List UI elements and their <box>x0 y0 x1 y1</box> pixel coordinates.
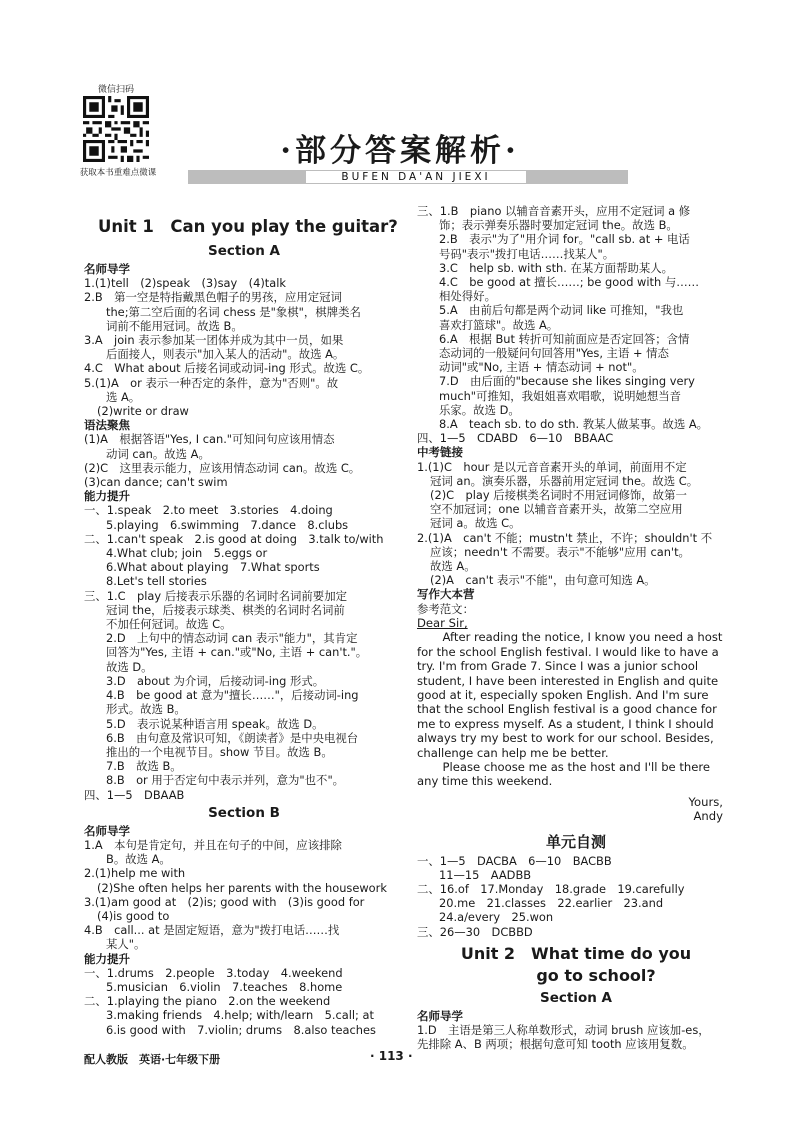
answer-line: much"可推知，我姐姐喜欢唱歌，说明她想当音 <box>439 388 682 403</box>
answer-line: 相处得好。 <box>439 289 496 304</box>
answer-line: 空不加冠词；one 以辅音音素开头，故第二空应用 <box>430 502 683 517</box>
answer-line: 4.C be good at 擅长……; be good with 与…… <box>439 275 700 290</box>
answer-line: 四、1—5 DBAAB <box>84 787 185 802</box>
left-column <box>84 214 404 1037</box>
answer-line: 3.D about 为介词，后接动词-ing 形式。 <box>106 673 325 688</box>
answer-line: 7.D 由后面的"because she likes singing very <box>439 374 695 389</box>
essay-signature: Andy <box>693 809 723 824</box>
answer-line: (2)C play 后接棋类名词时不用冠词修饰，故第一 <box>430 488 687 503</box>
answer-line: 4.C What about 后接名词或动词-ing 形式。故选 C。 <box>84 361 370 376</box>
answer-line: 5.musician 6.violin 7.teaches 8.home <box>106 979 343 994</box>
answer-line: 3.C help sb. with sth. 在某方面帮助某人。 <box>439 260 674 275</box>
answer-line: 2.(1)help me with <box>84 866 186 881</box>
answer-group-danyuan <box>417 854 735 939</box>
answer-line: the;第二空后面的名词 chess 是"象棋"，棋牌类名 <box>106 304 361 319</box>
nengli-heading: 能力提升 <box>84 489 130 504</box>
answer-line: 不加任何冠词。故选 C。 <box>106 617 232 632</box>
answer-line: 三、1.B piano 以辅音音素开头，应用不定冠词 a 修 <box>417 204 691 218</box>
danyuan-heading: 单元自测 <box>545 832 606 851</box>
answer-line: 3.making friends 4.help; with/learn 5.call; at <box>106 1008 374 1023</box>
answer-line: 一、1—5 DACBA 6—10 BACBB <box>417 853 612 868</box>
answer-line: 2.B 第一空是特指戴黑色帽子的男孩，应用定冠词 <box>84 290 342 305</box>
answer-line: 2.D 上句中的情态动词 can 表示"能力"，其肯定 <box>106 631 358 646</box>
answer-line: 二、1.playing the piano 2.on the weekend <box>84 994 331 1009</box>
answer-line: 8.B or 用于否定句中表示并列，意为"也不"。 <box>106 773 345 788</box>
answer-line: 三、26—30 DCBBD <box>417 924 533 939</box>
answer-line: (2)write or draw <box>97 404 189 419</box>
answer-group-zhongkao <box>417 460 735 588</box>
unit1-title: Unit 1 Can you play the guitar? <box>98 217 398 236</box>
answer-line: 1.D 主语是第三人称单数形式，动词 brush 应该加-es， <box>417 1023 710 1037</box>
answer-line: 某人"。 <box>106 937 146 952</box>
answer-line: 后面接人，则表示"加入某人的活动"。故选 A。 <box>106 347 345 362</box>
answer-line: 冠词 an。演奏乐器，乐器前用定冠词 the。故选 C。 <box>430 473 699 488</box>
unit2-title-line2: go to school? <box>536 965 656 985</box>
answer-line: 5.playing 6.swimming 7.dance 8.clubs <box>106 517 349 532</box>
sample-essay <box>417 616 729 824</box>
answer-line: 3.(1)am good at (2)is; good with (3)is good for <box>84 894 365 909</box>
answer-line: 形式。故选 B。 <box>106 702 186 717</box>
answer-line: B。故选 A。 <box>106 852 171 867</box>
answer-line: 5.(1)A or 表示一种否定的条件，意为"否则"。故 <box>84 375 339 390</box>
answer-line: 一、1.drums 2.people 3.today 4.weekend <box>84 965 343 980</box>
answer-group-m2 <box>417 1023 735 1051</box>
answer-line: 5.A 由前后句都是两个动词 like 可推知，"我也 <box>439 303 684 318</box>
answer-line: 二、16.of 17.Monday 18.grade 19.carefully <box>417 881 685 896</box>
answer-line: 推出的一个电视节目。show 节目。故选 B。 <box>106 744 333 759</box>
answer-line: 动词"或"No, 主语 + 情态动词 + not"。 <box>439 360 644 375</box>
answer-group-b <box>84 838 404 952</box>
essay-salutation: Dear Sir, <box>417 615 468 630</box>
title-pinyin: BUFEN DA'AN JIEXI <box>306 171 526 183</box>
answer-group-yufa <box>84 432 404 489</box>
answer-line: 一、1.speak 2.to meet 3.stories 4.doing <box>84 503 333 518</box>
answer-line: 1.(1)tell (2)speak (3)say (4)talk <box>84 276 286 291</box>
answer-group-nengli-b <box>84 966 404 1037</box>
footer-book: 配人教版 英语·七年级下册 <box>84 1053 221 1066</box>
answer-line: 回答为"Yes, 主语 + can."或"No, 主语 + can't."。 <box>106 645 368 660</box>
xiezuo-heading: 写作大本营 <box>417 587 475 602</box>
mingshi-b-heading: 名师导学 <box>84 823 130 838</box>
answer-line: 1.A 本句是肯定句，并且在句子的中间，应该排除 <box>84 837 342 852</box>
answer-line: 20.me 21.classes 22.earlier 23.and <box>439 896 664 911</box>
page-title: ·部分答案解析· <box>280 133 520 169</box>
unit2-title-line1: Unit 2 What time do you <box>460 943 692 963</box>
answer-line: 态动词的一般疑问句回答用"Yes, 主语 + 情态 <box>439 346 669 361</box>
answer-line: (2)A can't 表示"不能"，由句意可知选 A。 <box>430 573 656 588</box>
answer-line: 5.D 表示说某种语言用 speak。故选 D。 <box>106 716 324 731</box>
essay-closing: Yours, <box>688 794 723 809</box>
mingshi2-heading: 名师导学 <box>417 1008 463 1023</box>
answer-line: (3)can dance; can't swim <box>84 475 228 490</box>
answer-line: 1.(1)C hour 是以元音音素开头的单词，前面用不定 <box>417 459 687 474</box>
answer-line: 6.B 由句意及常识可知，《朗读者》是中央电视台 <box>106 730 359 745</box>
answer-line: 8.Let's tell stories <box>106 574 207 589</box>
answer-line: 11—15 AADBB <box>439 867 532 882</box>
answer-line: 先排除 A、B 两项；根据句意可知 tooth 应该用复数。 <box>417 1037 694 1052</box>
answer-line: 4.B call... at 是固定短语，意为"拨打电话……找 <box>84 923 340 938</box>
answer-line: 选 A。 <box>106 389 141 404</box>
essay-paragraph: After reading the notice, I know you need a host for the school English festival. I would like to have a try. I'm from Grade 7. Since I was a junior school student, I have been interested in English and quite good at it, especially spoken English. And I'm sure that the school English festival is a good chance for me to express myself. As a student, I think I should always try my best to work for our school. Besides, challenge can help me be better. <box>417 630 723 760</box>
answer-line: 7.B 故选 B。 <box>106 759 182 774</box>
answer-line: (1)A 根据答语"Yes, I can."可知问句应该用情态 <box>84 432 335 447</box>
qr-code-icon <box>83 96 149 162</box>
answer-line: 乐家。故选 D。 <box>439 402 520 417</box>
section-a-heading: Section A <box>208 243 280 259</box>
answer-line: 6.What about playing 7.What sports <box>106 560 320 575</box>
answer-line: 三、1.C play 后接表示乐器的名词时名词前要加定 <box>84 588 347 603</box>
answer-line: 24.a/every 25.won <box>439 910 554 925</box>
answer-group-nengli <box>84 503 404 801</box>
answer-line: 8.A teach sb. to do sth. 教某人做某事。故选 A。 <box>439 417 709 432</box>
answer-line: 饰；表示弹奏乐器时要加定冠词 the。故选 B。 <box>439 218 678 233</box>
zhongkao-heading: 中考链接 <box>417 445 463 460</box>
answer-line: 动词 can。故选 A。 <box>106 446 210 461</box>
section-b-heading: Section B <box>208 804 280 821</box>
answer-line: 冠词 a。故选 C。 <box>430 516 521 531</box>
right-column <box>417 204 735 1051</box>
answer-line: 2.(1)A can't 不能；mustn't 禁止，不许；shouldn't 不 <box>417 530 713 545</box>
essay-paragraph: Please choose me as the host and I'll be there any time this weekend. <box>417 759 711 789</box>
answer-line: 4.What club; join 5.eggs or <box>106 546 268 561</box>
cankao-label: 参考范文： <box>417 601 474 616</box>
answer-line: (4)is good to <box>97 908 170 923</box>
page-number: · 113 · <box>370 1049 413 1063</box>
answer-line: 词前不能用冠词。故选 B。 <box>106 318 243 333</box>
answer-line: 二、1.can't speak 2.is good at doing 3.talk to/with <box>84 531 384 546</box>
yufa-heading: 语法聚焦 <box>84 418 130 433</box>
answer-line: 号码"表示"拨打电话……找某人"。 <box>439 246 615 261</box>
answer-line: 故选 D。 <box>106 659 153 674</box>
nengli-b-heading: 能力提升 <box>84 951 130 966</box>
answer-line: 喜欢打篮球"。故选 A。 <box>439 317 559 332</box>
answer-group-right <box>417 204 735 445</box>
answer-line: 6.is good with 7.violin; drums 8.also teaches <box>106 1022 376 1037</box>
qr-title: 微信扫码 <box>97 85 134 95</box>
answer-line: 应该；needn't 不需要。表示"不能够"应用 can't。 <box>430 544 690 559</box>
qr-caption: 获取本书重难点微课 <box>79 168 157 178</box>
answer-group-a <box>84 276 404 418</box>
answer-line: (2)C 这里表示能力，应该用情态动词 can。故选 C。 <box>84 460 361 475</box>
answer-line: 3.A join 表示参加某一团体并成为其中一员，如果 <box>84 333 344 348</box>
answer-line: 冠词 the，后接表示球类、棋类的名词时名词前 <box>106 602 345 617</box>
section-a2-heading: Section A <box>540 989 612 1006</box>
answer-line: 6.A 根据 But 转折可知前面应是否定回答；含情 <box>439 331 690 346</box>
answer-line: 2.B 表示"为了"用介词 for。"call sb. at + 电话 <box>439 232 690 247</box>
mingshi-heading: 名师导学 <box>84 262 130 276</box>
answer-line: 故选 A。 <box>430 559 476 574</box>
answer-line: (2)She often helps her parents with the housework <box>97 880 387 895</box>
answer-line: 4.B be good at 意为"擅长……"，后接动词-ing <box>106 688 359 703</box>
answer-line: 四、1—5 CDABD 6—10 BBAAC <box>417 431 614 446</box>
